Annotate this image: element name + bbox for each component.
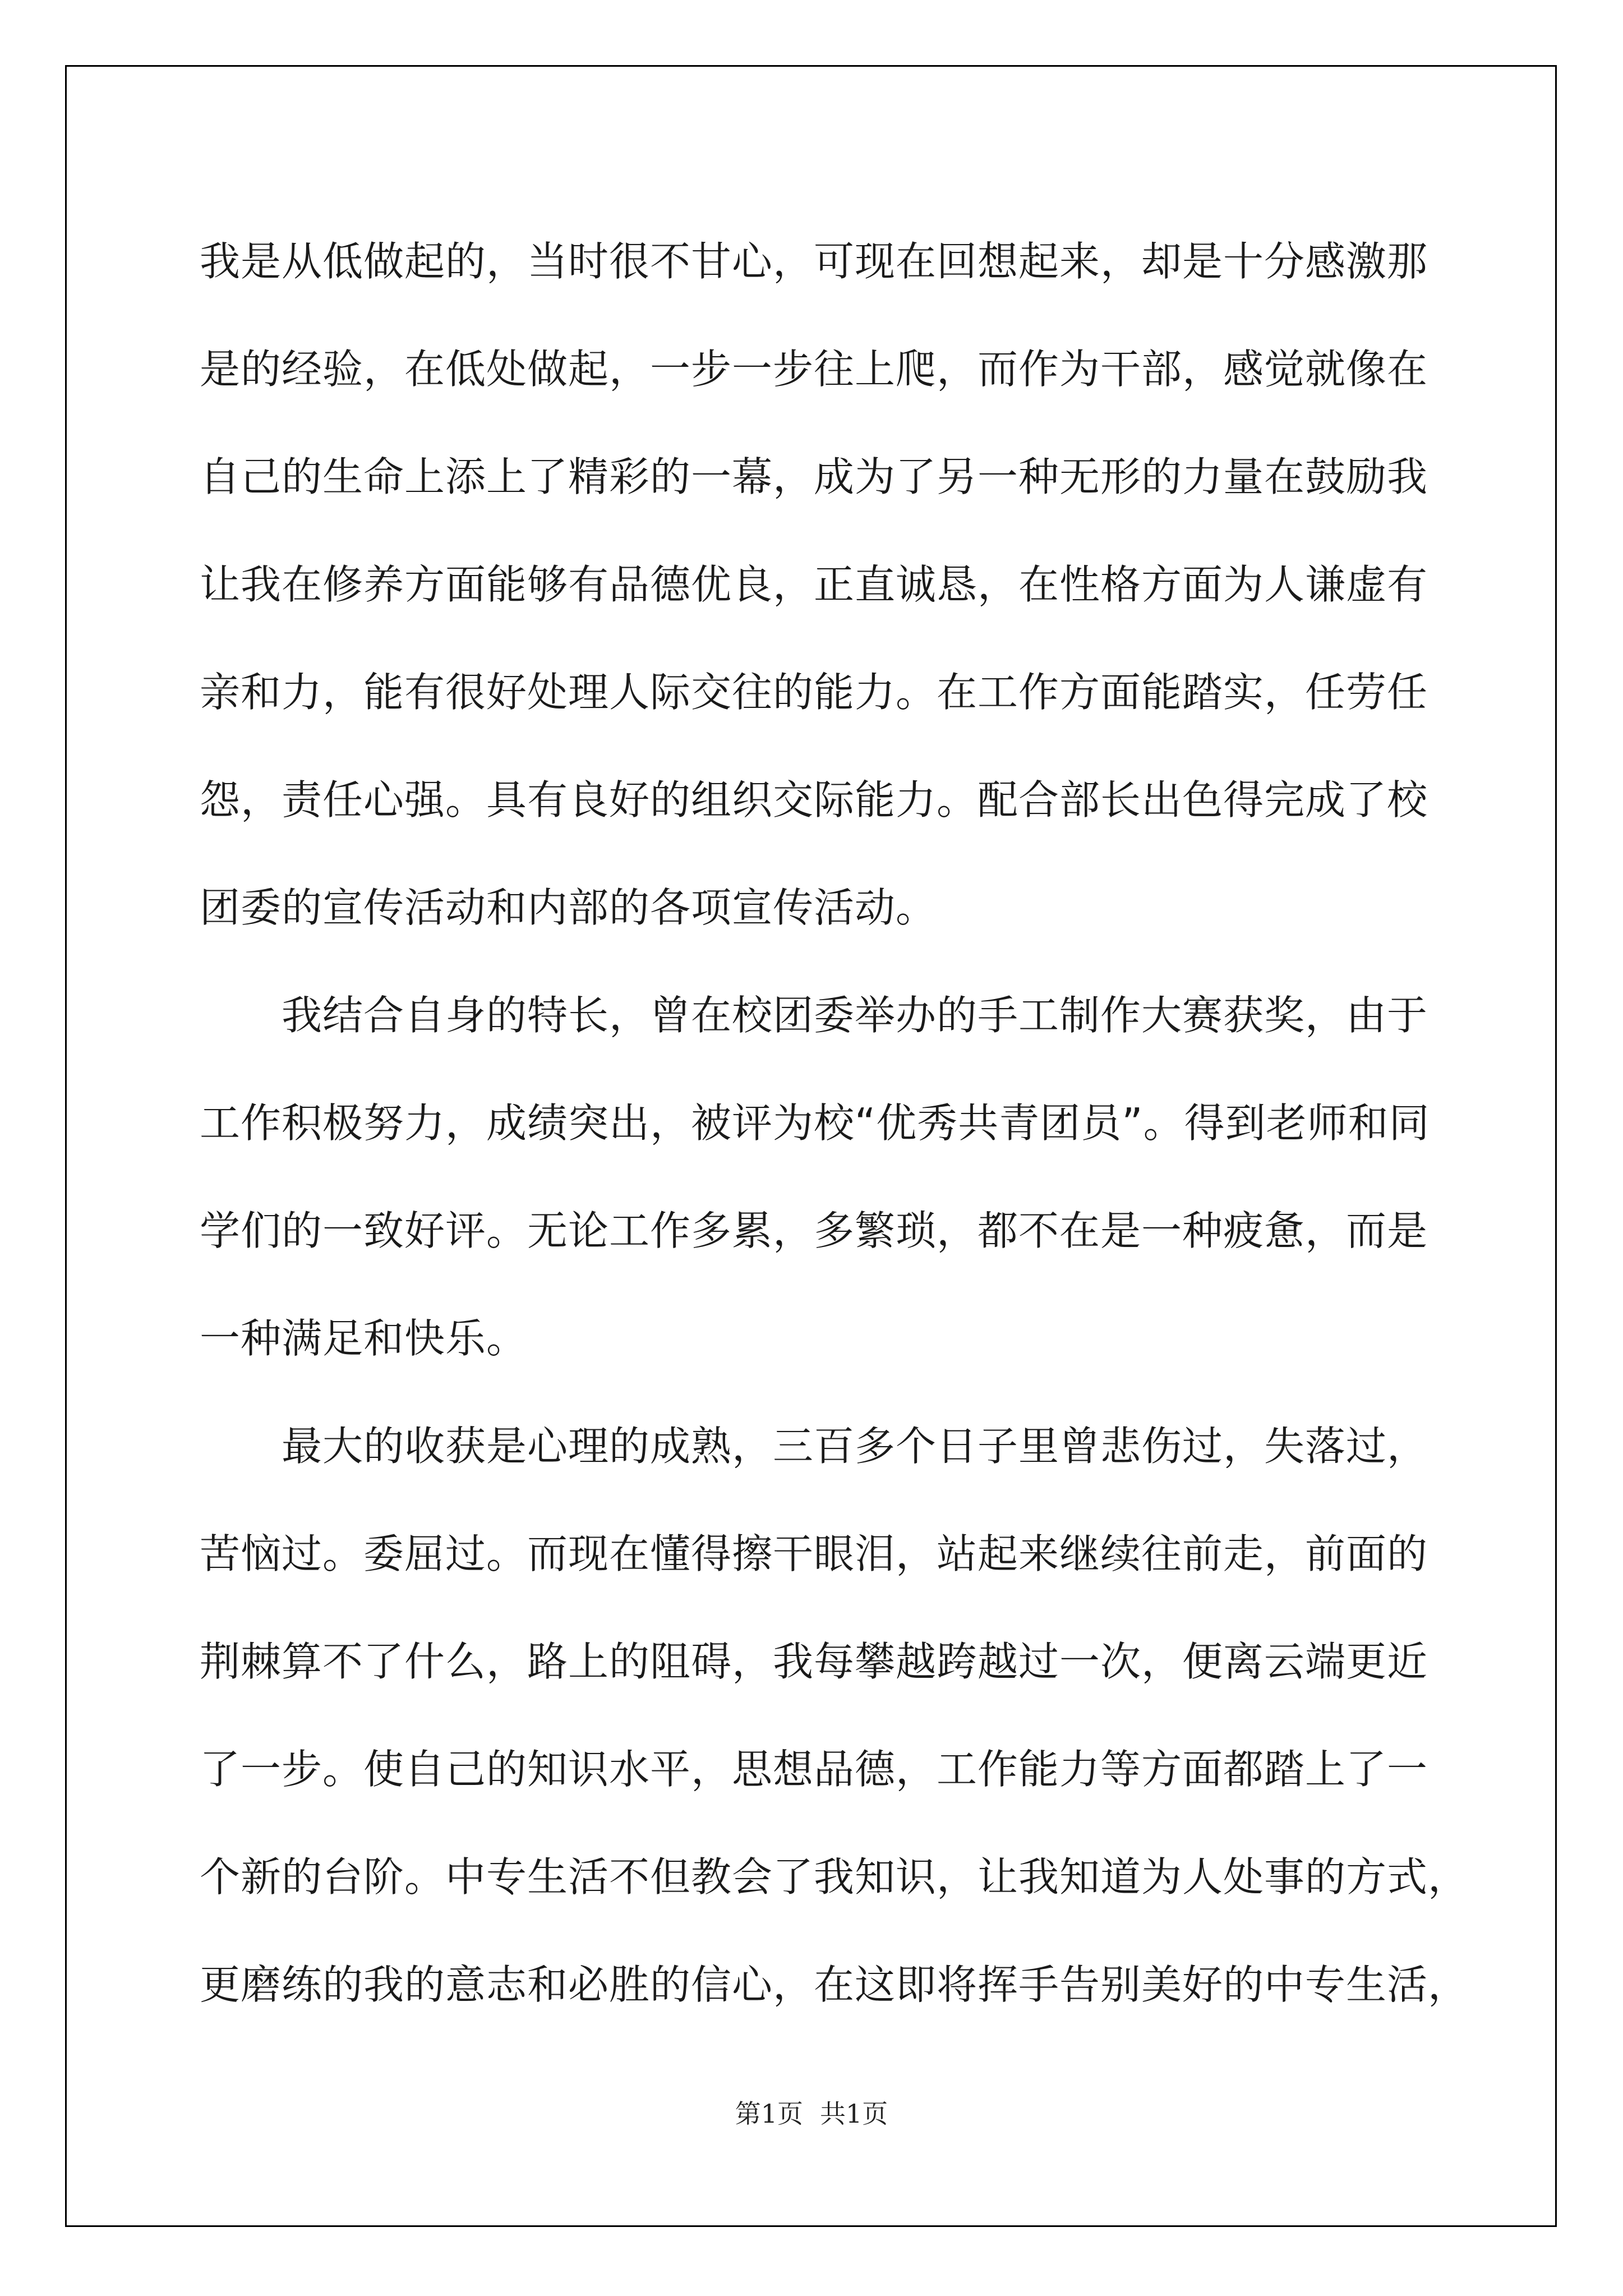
text-line: 荆棘算不了什么，路上的阻碍，我每攀越跨越过一次，便离云端更近 (200, 1638, 1428, 1685)
text-line: 我是从低做起的，当时很不甘心，可现在回想起来，却是十分感激那 (200, 238, 1428, 285)
text-line: 让我在修养方面能够有品德优良，正直诚恳，在性格方面为人谦虚有 (200, 561, 1428, 608)
page-total: 共1页 (820, 2099, 888, 2129)
paragraph-3 (200, 1392, 1469, 2039)
paragraph-1 (200, 208, 1439, 961)
text-line: 更磨练的我的意志和必胜的信心，在这即将挥手告别美好的中专生活， (200, 1961, 1469, 2008)
text-line: 了一步。使自己的知识水平，思想品德，工作能力等方面都踏上了一 (200, 1746, 1428, 1793)
page-number: 第1页 (735, 2099, 803, 2129)
paragraph-2 (200, 961, 1439, 1392)
text-line: 是的经验，在低处做起，一步一步往上爬，而作为干部，感觉就像在 (200, 346, 1428, 393)
text-line: 我结合自身的特长，曾在校团委举办的手工制作大赛获奖，由于 (200, 992, 1428, 1039)
text-line: 怨，责任心强。具有良好的组织交际能力。配合部长出色得完成了校 (200, 776, 1428, 823)
page-footer (0, 2097, 1623, 2131)
text-line: 团委的宣传活动和内部的各项宣传活动。 (200, 884, 937, 931)
text-line: 一种满足和快乐。 (200, 1315, 528, 1362)
text-line: 亲和力，能有很好处理人际交往的能力。在工作方面能踏实，任劳任 (200, 669, 1428, 716)
text-line: 学们的一致好评。无论工作多累，多繁琐，都不在是一种疲惫，而是 (200, 1207, 1428, 1254)
text-line: 自己的生命上添上了精彩的一幕，成为了另一种无形的力量在鼓励我 (200, 453, 1428, 500)
text-line: 个新的台阶。中专生活不但教会了我知识，让我知道为人处事的方式， (200, 1853, 1469, 1901)
text-line: 苦恼过。委屈过。而现在懂得擦干眼泪，站起来继续往前走，前面的 (200, 1530, 1428, 1577)
document-body (200, 208, 1469, 2039)
text-line: 最大的收获是心理的成熟，三百多个日子里曾悲伤过，失落过， (200, 1423, 1428, 1470)
text-line: 工作积极努力，成绩突出，被评为校“优秀共青团员”。得到老师和同 (200, 1099, 1430, 1147)
